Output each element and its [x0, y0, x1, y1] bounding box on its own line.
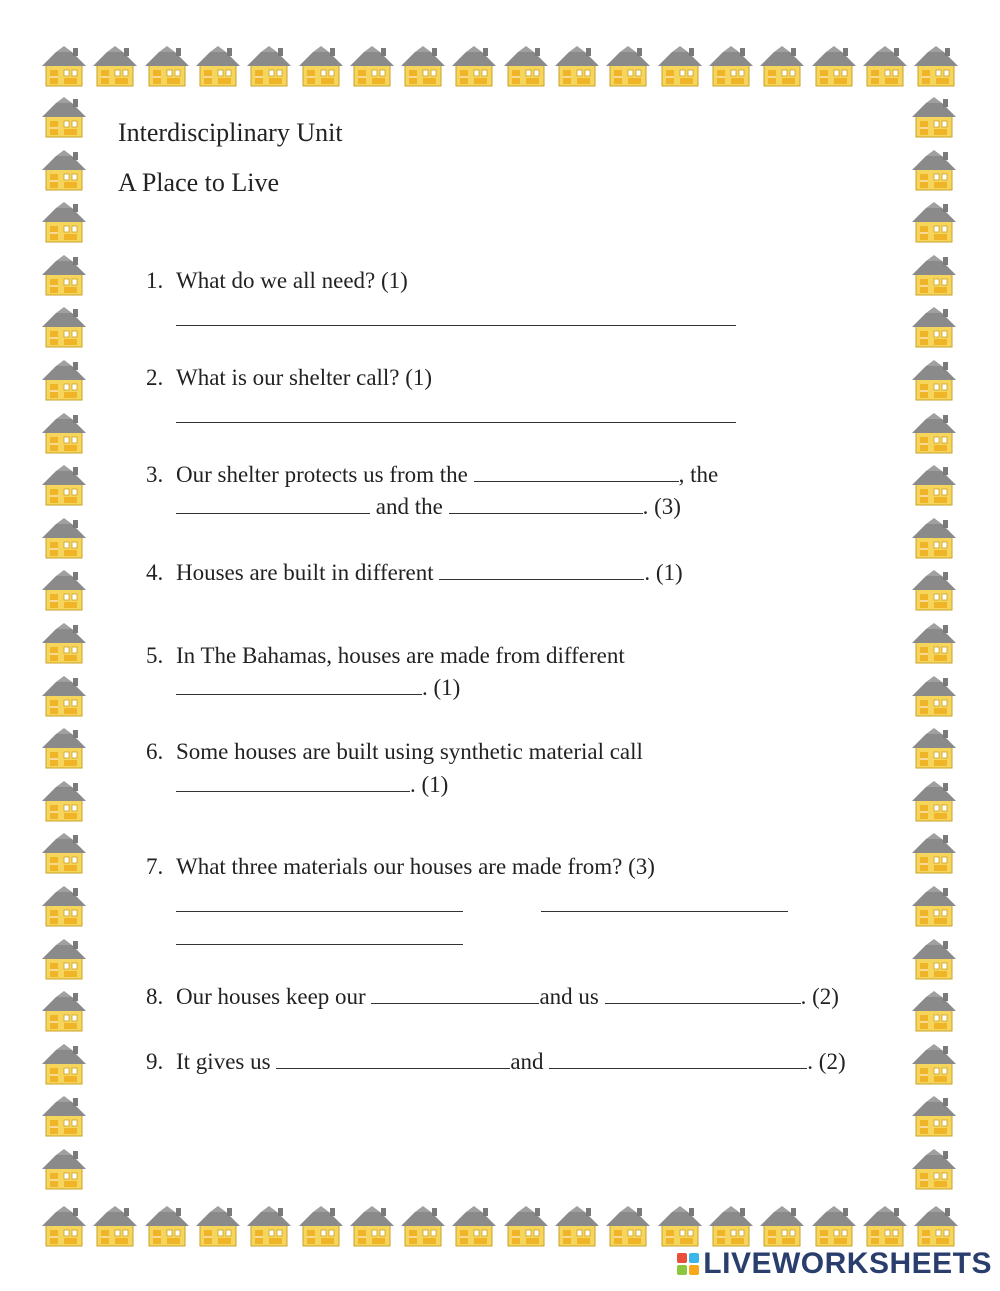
house-icon	[910, 360, 958, 402]
house-icon	[348, 1206, 396, 1248]
answer-blank-2[interactable]	[176, 422, 736, 423]
house-icon	[40, 360, 88, 402]
house-icon	[245, 1206, 293, 1248]
answer-blank-3b[interactable]	[176, 493, 370, 514]
liveworksheets-brand[interactable]	[677, 1247, 992, 1281]
house-icon	[40, 991, 88, 1033]
house-icon	[604, 1206, 652, 1248]
question-3-continued: and the . (3)	[176, 491, 681, 523]
house-icon	[194, 46, 242, 88]
house-icon	[40, 886, 88, 928]
answer-blank-4[interactable]	[439, 559, 644, 580]
house-icon	[450, 46, 498, 88]
house-icon	[861, 46, 909, 88]
house-icon	[910, 833, 958, 875]
question-5: 5. In The Bahamas, houses are made from different	[146, 643, 625, 668]
house-icon	[910, 518, 958, 560]
answer-blank-6[interactable]	[176, 771, 410, 792]
answer-blank-7c[interactable]	[176, 944, 463, 945]
house-icon	[912, 1206, 960, 1248]
liveworksheets-logo-icon	[677, 1253, 699, 1275]
house-icon	[502, 1206, 550, 1248]
house-icon	[910, 939, 958, 981]
question-5-continued: . (1)	[176, 672, 460, 704]
house-icon	[40, 1096, 88, 1138]
house-icon	[40, 939, 88, 981]
house-icon	[810, 1206, 858, 1248]
answer-blank-7a[interactable]	[176, 911, 463, 912]
house-icon	[553, 1206, 601, 1248]
house-icon	[910, 623, 958, 665]
house-icon	[656, 46, 704, 88]
house-icon	[910, 676, 958, 718]
answer-blank-9b[interactable]	[549, 1048, 807, 1069]
house-icon	[910, 307, 958, 349]
answer-blank-8b[interactable]	[605, 983, 801, 1004]
house-icon	[707, 46, 755, 88]
house-icon	[297, 46, 345, 88]
house-icon	[399, 46, 447, 88]
house-icon	[450, 1206, 498, 1248]
question-6-continued: . (1)	[176, 769, 448, 801]
house-icon	[40, 623, 88, 665]
house-icon	[143, 46, 191, 88]
house-icon	[40, 1206, 88, 1248]
house-icon	[758, 1206, 806, 1248]
answer-blank-1[interactable]	[176, 325, 736, 326]
answer-blank-3a[interactable]	[474, 461, 679, 482]
unit-title: Interdisciplinary Unit	[118, 118, 343, 147]
house-icon	[40, 728, 88, 770]
house-icon	[912, 46, 960, 88]
house-icon	[297, 1206, 345, 1248]
house-icon	[656, 1206, 704, 1248]
house-icon	[910, 781, 958, 823]
house-icon	[40, 570, 88, 612]
house-icon	[348, 46, 396, 88]
house-icon	[910, 570, 958, 612]
house-icon	[245, 46, 293, 88]
house-icon	[910, 1096, 958, 1138]
answer-blank-5[interactable]	[176, 674, 422, 695]
house-icon	[40, 307, 88, 349]
house-icon	[40, 518, 88, 560]
question-8: 8. Our houses keep our and us . (2)	[146, 984, 839, 1009]
house-icon	[810, 46, 858, 88]
house-icon	[40, 150, 88, 192]
house-icon	[910, 150, 958, 192]
house-icon	[910, 886, 958, 928]
house-icon	[40, 465, 88, 507]
house-icon	[143, 1206, 191, 1248]
house-icon	[910, 465, 958, 507]
answer-blank-3c[interactable]	[449, 493, 643, 514]
question-1: 1. What do we all need? (1)	[146, 268, 408, 293]
house-icon	[910, 991, 958, 1033]
house-icon	[40, 46, 88, 88]
house-icon	[502, 46, 550, 88]
house-icon	[910, 1044, 958, 1086]
answer-blank-7b[interactable]	[541, 911, 788, 912]
logo-tile	[677, 1265, 687, 1275]
house-icon	[91, 1206, 139, 1248]
house-icon	[194, 1206, 242, 1248]
house-icon	[91, 46, 139, 88]
question-3: 3. Our shelter protects us from the , the	[146, 462, 719, 487]
question-2: 2. What is our shelter call? (1)	[146, 365, 433, 390]
house-icon	[910, 255, 958, 297]
house-icon	[40, 781, 88, 823]
house-icon	[40, 255, 88, 297]
house-icon	[604, 46, 652, 88]
house-icon	[40, 833, 88, 875]
house-icon	[861, 1206, 909, 1248]
house-icon	[40, 413, 88, 455]
answer-blank-9a[interactable]	[276, 1048, 510, 1069]
question-6: 6. Some houses are built using synthetic material call	[146, 739, 643, 764]
logo-tile	[689, 1265, 699, 1275]
answer-blank-8a[interactable]	[371, 983, 539, 1004]
house-icon	[910, 728, 958, 770]
question-9: 9. It gives us and . (2)	[146, 1049, 846, 1074]
logo-tile	[677, 1253, 687, 1263]
house-icon	[910, 413, 958, 455]
brand-name: LIVEWORKSHEETS	[703, 1247, 992, 1280]
house-icon	[707, 1206, 755, 1248]
worksheet-title: A Place to Live	[118, 168, 280, 197]
house-icon	[40, 676, 88, 718]
logo-tile	[689, 1253, 699, 1263]
question-7: 7. What three materials our houses are made from? (3)	[146, 854, 655, 879]
house-icon	[910, 1149, 958, 1191]
house-icon	[40, 1149, 88, 1191]
house-icon	[399, 1206, 447, 1248]
house-icon	[910, 202, 958, 244]
house-icon	[40, 1044, 88, 1086]
house-icon	[758, 46, 806, 88]
question-4: 4. Houses are built in different . (1)	[146, 560, 683, 585]
house-icon	[553, 46, 601, 88]
house-icon	[910, 97, 958, 139]
house-icon	[40, 97, 88, 139]
house-icon	[40, 202, 88, 244]
